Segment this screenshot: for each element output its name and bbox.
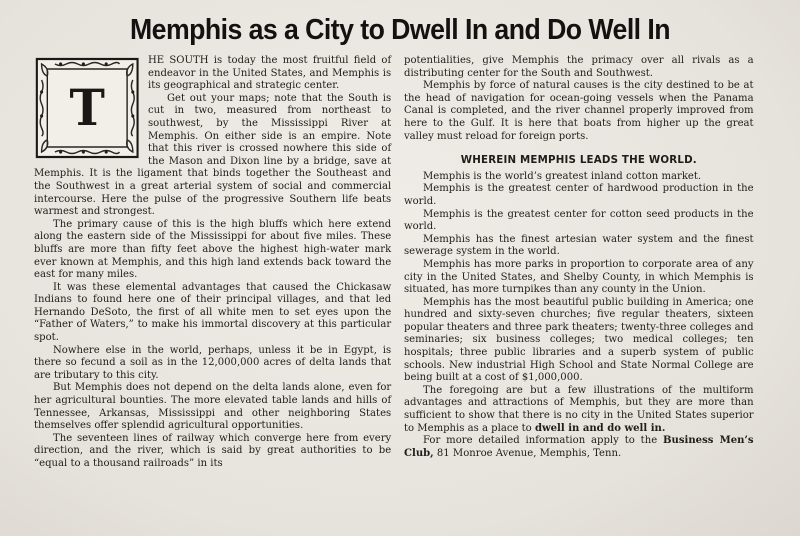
conclusion-text: The foregoing are but a few illustrations of the multiform advantages and attractions of Memphis, but they are more than sufficient to show that there is no city in the United States superior to Memphis as a place to <box>404 383 754 434</box>
ornamental-drop-cap <box>34 56 140 160</box>
right-column <box>404 54 754 459</box>
agriculture-paragraph: But Memphis does not depend on the delta lands alone, even for her agricultural bounties. The more elevated table lands and hills of Tennessee, Arkansas, Mississippi and other neighboring States themselves offer splendid agricultural opportunities. <box>34 381 392 432</box>
contact-paragraph <box>404 434 754 459</box>
list-item: Memphis is the greatest center of hardwood production in the world. <box>404 182 754 207</box>
intro-paragraph: HE SOUTH is today the most fruitful field of endeavor in the United States, and Memphis is its geographical and strategic center. <box>148 54 392 92</box>
delta-paragraph: Nowhere else in the world, perhaps, unless it be in Egypt, is there so fecund a soil as in the 12,000,000 acres of delta lands that are tributary to this city. <box>34 343 392 381</box>
navigation-paragraph: Memphis by force of natural causes is the city destined to be at the head of navigation for ocean-going vessels when the Panama Canal is completed, and the river channel properly improved from here to the Gulf. It is here that boats from higher up the great valley must reload for foreign ports. <box>404 79 754 142</box>
drop-cap-letter: T <box>69 77 105 137</box>
list-item: Memphis is the world’s greatest inland cotton market. <box>423 169 702 182</box>
club-address: 81 Monroe Avenue, Memphis, Tenn. <box>436 446 622 459</box>
left-column <box>34 54 391 470</box>
page-title: Memphis as a City to Dwell In and Do Well In <box>129 14 671 46</box>
list-item: Memphis is the greatest center for cotton seed products in the world. <box>404 207 754 233</box>
bluffs-paragraph: The primary cause of this is the high bluffs which here extend along the eastern side of the Mississippi for about five miles. These bluffs are more than fifty feet above the highest high-water mark ever known at Memphis, and this high land extends back toward the east for many miles. <box>34 217 392 281</box>
list-item: Memphis has more parks in proportion to corporate area of any city in the United States, and Shelby County, in which Memphis is situated, has more turnpikes than any county in the Union. <box>404 257 754 296</box>
maps-paragraph: Get out your maps; note that the South is cut in two, measured from northeast to southwest, by the Mississippi River at Memphis. On either side is an empire. Note that this river is crossed nowhere this side of the Mason and Dixon line by a bridge, save at Memphis. It is the ligament that binds together the Southeast and the Southwest in a great arterial system of social and commercial intercourse. Here the pulse of the progressive Southern life beats warmest and strongest. <box>34 91 392 218</box>
club-name: Business Men’s Club, <box>404 434 754 459</box>
conclusion-bold: dwell in and do well in. <box>534 421 666 434</box>
list-item: Memphis has the most beautiful public building in America; one hundred and sixty-seven churches; five regular theaters, sixteen popular theaters and three park theaters; twenty-three colleges and seminaries; six business colleges; two medical colleges; ten hospitals; three public libraries and a superb system of public schools. New industrial High School and State Normal College are being built at a cost of $1,000,000. <box>404 295 754 384</box>
railway-paragraph: The seventeen lines of railway which converge here from every direction, and the river, which is said by great authorities to be “equal to a thousand railroads” in its <box>34 431 392 469</box>
history-paragraph: It was these elemental advantages that caused the Chickasaw Indians to found here one of their principal villages, and that led Hernando DeSoto, the first of all white men to set eyes upon the “Father of Waters,” to make his immortal discovery at this particular spot. <box>34 280 392 344</box>
conclusion-paragraph <box>404 384 754 434</box>
section-heading: WHEREIN MEMPHIS LEADS THE WORLD. <box>460 153 697 167</box>
continuation-paragraph: potentialities, give Memphis the primacy over all rivals as a distributing center for the South and Southwest. <box>404 54 754 79</box>
list-item: Memphis has the finest artesian water system and the finest sewerage system in the world. <box>404 232 754 258</box>
contact-lead: For more detailed information apply to the <box>423 434 658 447</box>
